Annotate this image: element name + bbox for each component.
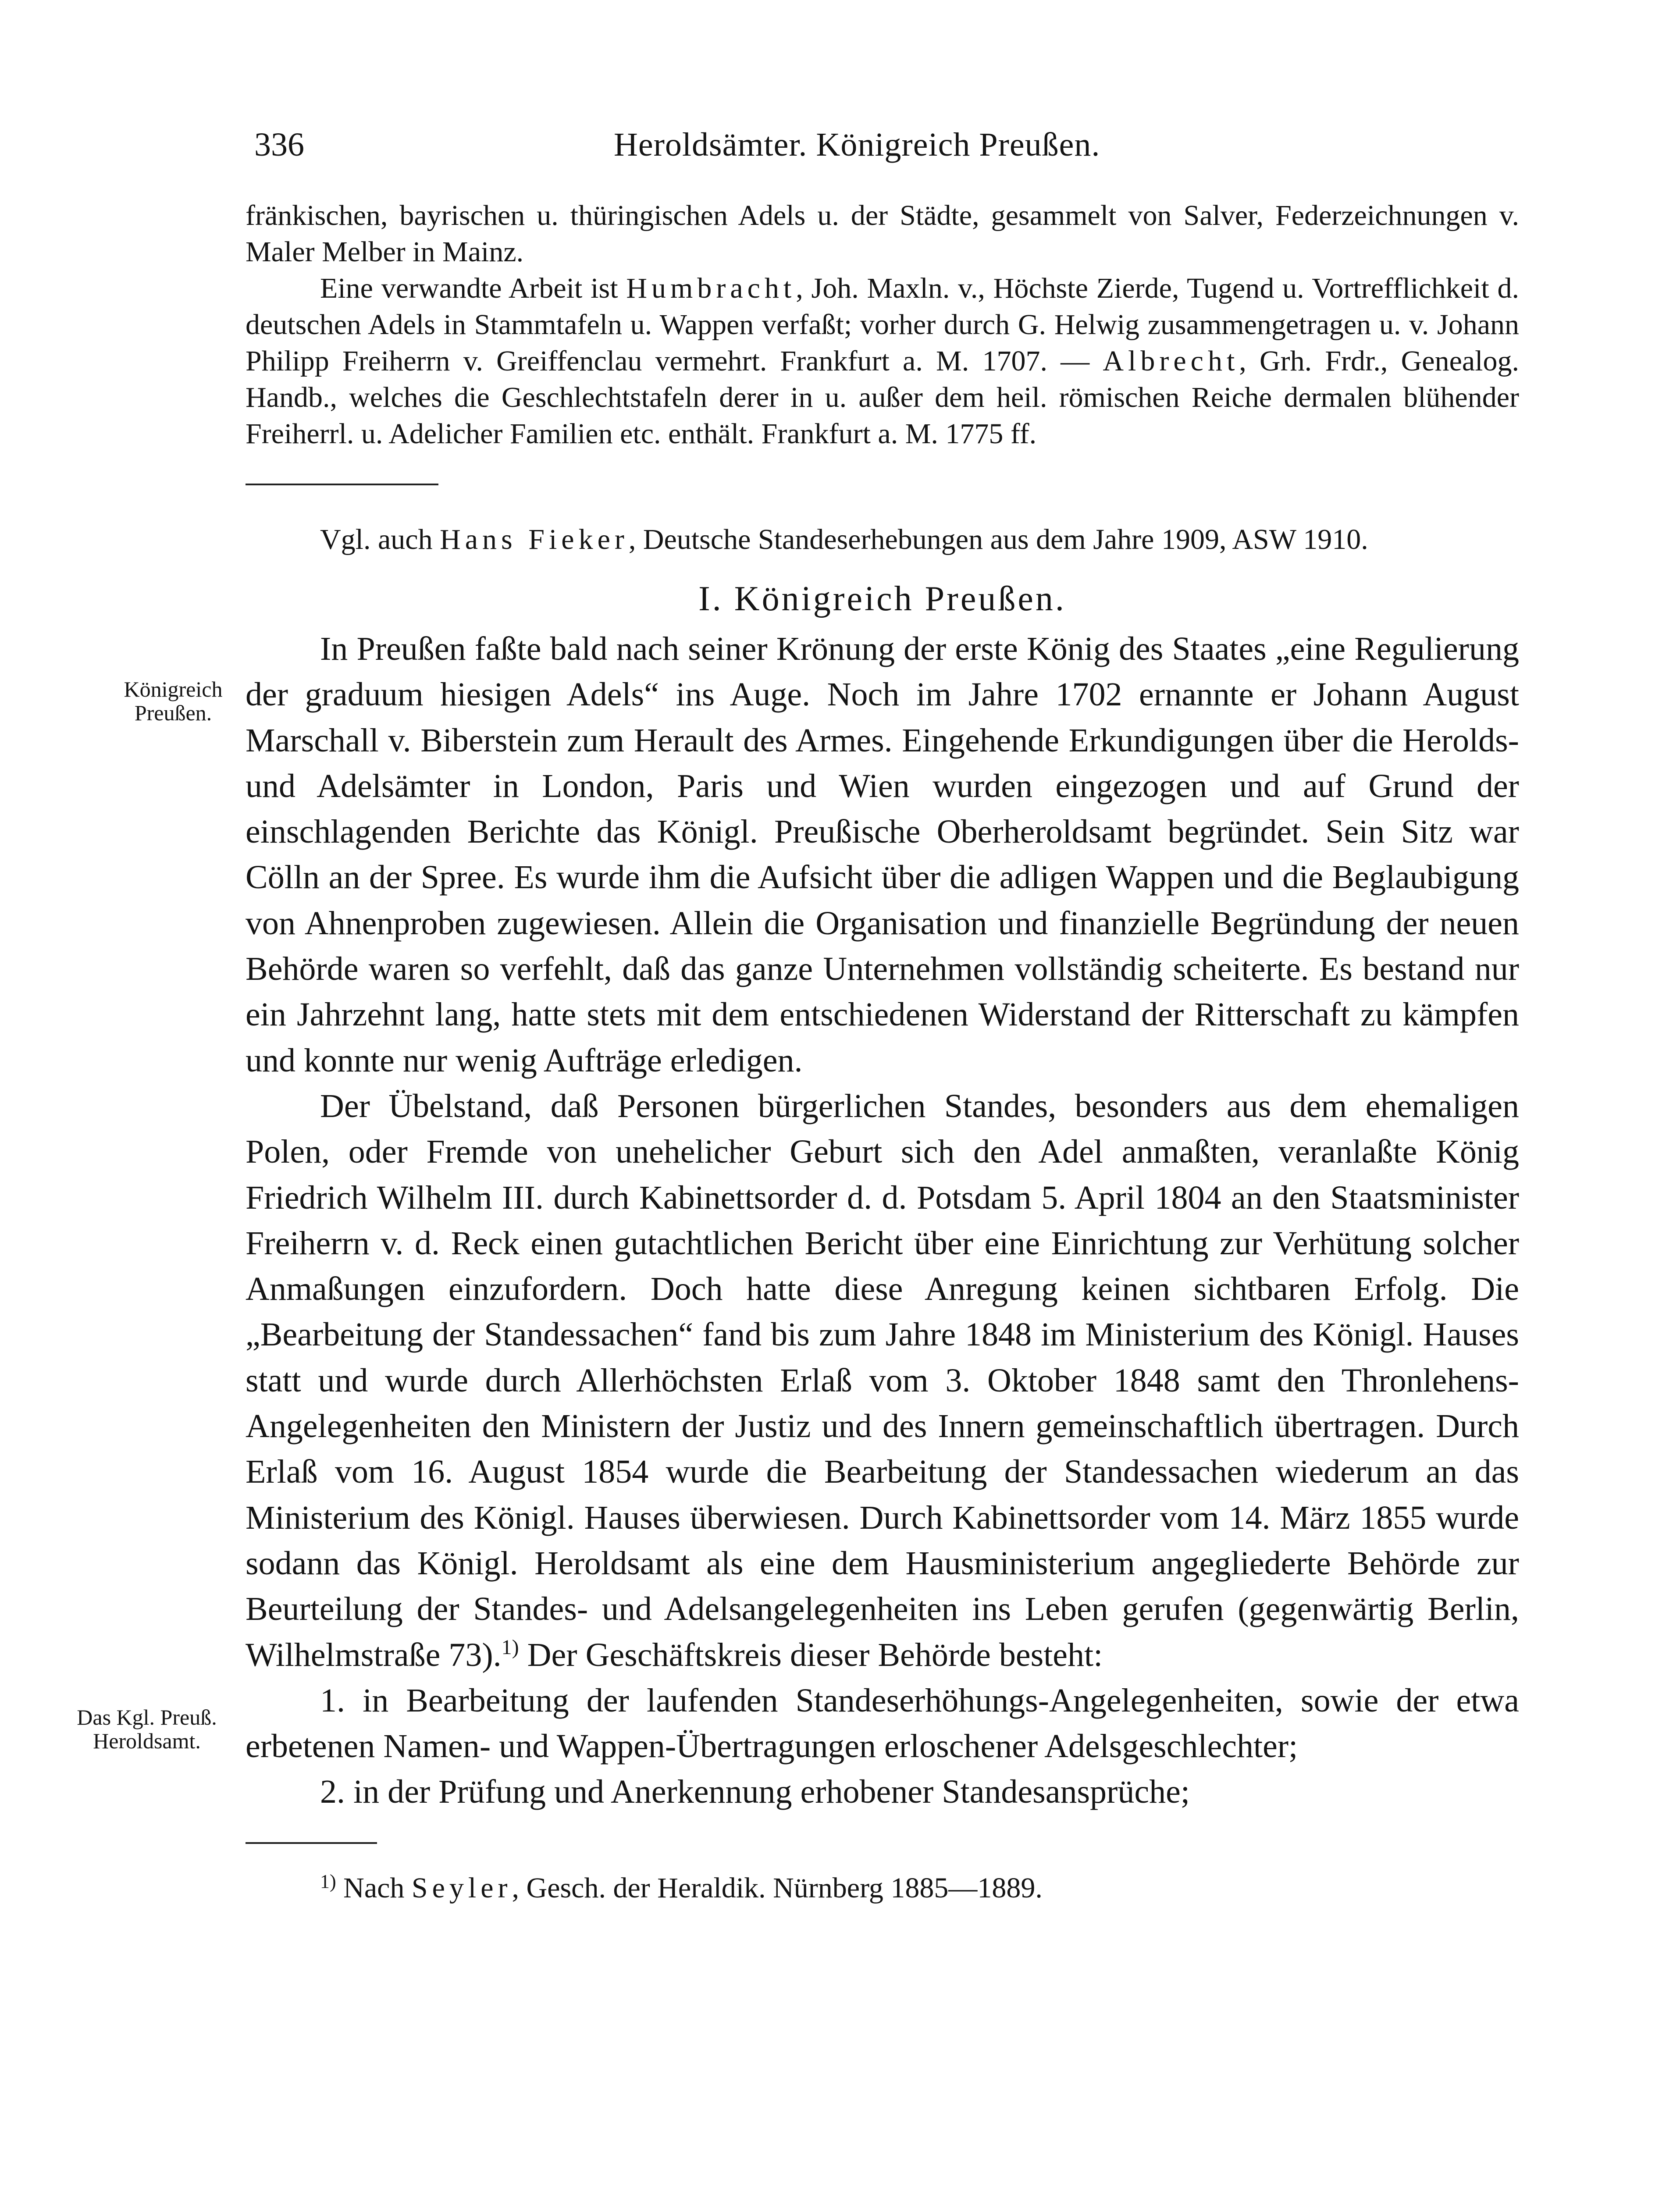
author-name: Seyler bbox=[411, 1872, 512, 1904]
bibliography-block bbox=[246, 197, 1519, 558]
footnote-marker: 1) bbox=[320, 1870, 336, 1892]
body-paragraph-2 bbox=[246, 1083, 1519, 1678]
reference-paragraph bbox=[246, 521, 1519, 558]
reference-text: , Deutsche Standeserhebungen aus dem Jahre 1909, ASW 1910. bbox=[628, 523, 1368, 555]
running-head: Heroldsämter. Königreich Preußen. bbox=[614, 126, 1100, 163]
bibliography-text: , Joh. Maxln. v., Höchste Zierde, Tugend u. Vortrefflichkeit d. deutschen Adels in Stammtafeln u. Wappen verfaßt; vorher durch G. Helwig zusammengetragen u. v. Johann Philipp Freiherrn v. Greiffenclau vermehrt. Frankfurt a. M. 1707. — bbox=[246, 272, 1519, 377]
reference-text: Vgl. auch bbox=[320, 523, 433, 555]
footnote-rule bbox=[246, 1842, 377, 1844]
bibliography-paragraph-2 bbox=[246, 270, 1519, 452]
bibliography-text: Eine verwandte Arbeit ist bbox=[320, 272, 618, 304]
main-text bbox=[246, 626, 1519, 1815]
author-name: Albrecht bbox=[1103, 345, 1239, 377]
body-paragraph-1: In Preußen faßte bald nach seiner Krönung der erste König des Staates „eine Regulierung der graduum hiesigen Adels“ ins Auge. Noch im Jahre 1702 ernannte er Johann August Marschall v. Biberstein zum Herault des Armes. Eingehende Erkundigungen über die Herolds- und Adelsämter in London, Paris und Wien wurden eingezogen und auf Grund der einschlagenden Berichte das Königl. Preußische Oberheroldsamt begründet. Sein Sitz war Cölln an der Spree. Es wurde ihm die Aufsicht über die adligen Wappen und die Beglaubigung von Ahnenproben zugewiesen. Allein die Organisation und finanzielle Begründung der neuen Behörde waren so verfehlt, daß das ganze Unternehmen vollständig scheiterte. Es bestand nur ein Jahrzehnt lang, hatte stets mit dem entschiedenen Widerstand der Ritterschaft zu kämpfen und konnte nur wenig Aufträge erledigen. bbox=[246, 630, 1519, 1079]
text-column bbox=[246, 197, 1519, 1908]
separator-rule bbox=[246, 484, 438, 485]
page-number: 336 bbox=[254, 126, 304, 163]
page-header bbox=[248, 121, 1563, 169]
list-item-2: 2. in der Prüfung und Anerkennung erhobener Standesansprüche; bbox=[320, 1773, 1190, 1811]
body-text: Der Übelstand, daß Personen bürgerlichen Standes, besonders aus dem ehemaligen Polen, oder Fremde von unehelicher Geburt sich den Adel anmaßten, veranlaßte König Friedrich Wilhelm III. durch Kabinettsorder d. d. Potsdam 5. April 1804 an den Staatsminister Freiherrn v. d. Reck einen gutachtlichen Bericht über eine Einrichtung zur Verhütung solcher Anmaßungen einzufordern. Doch hatte diese Anregung keinen sichtbaren Erfolg. Die „Bearbeitung der Standessachen“ fand bis zum Jahre 1848 im Ministerium des Königl. Hauses statt und wurde durch Allerhöchsten Erlaß vom 3. Oktober 1848 samt den Thronlehens-Angelegenheiten den Ministern der Justiz und des Innern gemeinschaftlich übertragen. Durch Erlaß vom 16. August 1854 wurde die Bearbeitung der Standessachen wiederum an das Ministerium des Königl. Hauses überwiesen. Durch Kabinettsorder vom 14. März 1855 wurde sodann das Königl. Heroldsamt als eine dem Hausministerium angegliederte Behörde zur Beurteilung der Standes- und Adelsangelegenheiten ins Leben gerufen (gegenwärtig Berlin, Wilhelmstraße 73). bbox=[246, 1087, 1519, 1673]
margin-note-koenigreich-preussen: Königreich Preußen. bbox=[124, 677, 223, 725]
author-name: Hans Fieker bbox=[440, 523, 629, 555]
section-heading: I. Königreich Preußen. bbox=[698, 580, 1066, 618]
bibliography-text: , Grh. Frdr., Genealog. Handb., welches die Geschlechtstafeln derer in u. außer dem heil. römischen Reiche dermalen blühender Freiherrl. u. Adelicher Familien etc. enthält. Frankfurt a. M. 1775 ff. bbox=[246, 345, 1519, 450]
margin-note-heroldsamt: Das Kgl. Preuß. Heroldsamt. bbox=[77, 1705, 217, 1753]
body-text: Der Geschäftskreis dieser Behörde besteht: bbox=[519, 1636, 1103, 1673]
footnote bbox=[246, 1868, 1519, 1908]
footnote-text: , Gesch. der Heraldik. Nürnberg 1885—1889. bbox=[512, 1872, 1043, 1904]
list-item-1: 1. in Bearbeitung der laufenden Standeserhöhungs-Angelegenheiten, sowie der etwa erbetenen Namen- und Wappen-Übertragungen erloschener Adelsgeschlechter; bbox=[246, 1682, 1519, 1765]
author-name: Humbracht bbox=[626, 272, 796, 304]
footnote-reference: 1) bbox=[501, 1635, 519, 1659]
bibliography-paragraph-1: fränkischen, bayrischen u. thüringischen Adels u. der Städte, gesammelt von Salver, Federzeichnungen v. Maler Melber in Mainz. bbox=[246, 199, 1519, 268]
footnote-text: Nach bbox=[336, 1872, 405, 1904]
